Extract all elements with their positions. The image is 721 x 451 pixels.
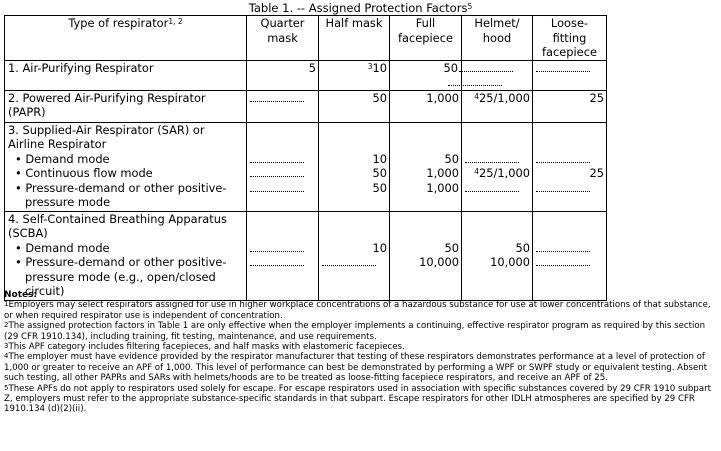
cell-value: 50 10,000 [462,211,533,300]
row-label: 1. Air-Purifying Respirator [5,60,247,90]
cell-value: 50 [390,60,462,90]
cell-value: 10 50 50 [319,122,390,211]
table-row [5,60,607,90]
table-row [5,122,607,211]
cell-value: 50 [319,90,390,122]
apf-table [4,15,607,301]
cell-value: 5 [247,60,319,90]
dots-placeholder [465,182,519,192]
dots-placeholder [536,153,590,163]
cell-value: 10 [319,211,390,300]
row-label: 2. Powered Air-Purifying Respirator (PAPR) [5,90,247,122]
cell-value: 1,000 [390,90,462,122]
header-full-facepiece: Full facepiece [390,16,462,61]
dots-placeholder [536,242,590,252]
dots-placeholder [465,153,519,163]
header-type: Type of respirator$^{1, 2}$ [5,16,247,61]
cell-empty [533,211,607,300]
header-helmet-hood: Helmet/ hood [462,16,533,61]
dots-placeholder [536,256,590,266]
title-footnote-ref: 5 [467,2,473,11]
dots-placeholder [250,167,304,177]
footnote: $^4$The employer must have evidence provided by the respirator manufacturer that testing of these respirators demonstrates performance at a level of protection of 1,000 or greater to receive an APF of 1,000. This level of performance can best be demonstrated by performing a WPF or SWPF study or equivalent testing. Absent such testing, all other PAPRs and SARs with helmets/hoods are to be treated as loose-fitting facepiece respirators, and receive an APF of 25. [4,352,708,384]
cell-value: $^3$10 [319,60,390,90]
footnote: $^5$These APFs do not apply to respirators used solely for escape. For escape respirators used in association with specific substances covered by 29 CFR 1910 subpart Z, employers must refer to the appropriate substance-specific standards in that subpart. Escape respirators for other IDLH atmospheres are specified by 29 CFR 1910.134 (d)(2)(ii). [4,383,712,415]
header-quarter-mask: Quarter mask [247,16,319,61]
cell-empty [533,60,607,90]
table-row [5,90,607,122]
dots-placeholder [250,256,304,266]
dots-placeholder [250,153,304,163]
dots-placeholder [536,62,590,72]
cell-value: $^4$25/1,000 [462,90,533,122]
cell-empty [247,90,319,122]
cell-empty [247,122,319,211]
cell-value: 25 [533,122,607,211]
footnote: $^3$This APF category includes filtering facepieces, and half masks with elastomeric facepieces. [4,342,405,353]
header-loose-fitting: Loose-fitting facepiece [533,16,607,61]
dots-placeholder [250,92,304,102]
cell-value: 50 1,000 1,000 [390,122,462,211]
notes-heading: Notes: [4,290,38,300]
row-label: 4. Self-Contained Breathing Apparatus (SCBA) • Demand mode • Pressure-demand or other positive-pressure mode (e.g., open/closed circuit) [5,211,247,300]
header-row [5,16,607,61]
cell-value: 50 10,000 [390,211,462,300]
dots-placeholder [322,256,376,266]
row-label: 3. Supplied-Air Respirator (SAR) or Airline Respirator • Demand mode • Continuous flow mode • Pressure-demand or other positive-pressure mode [5,122,247,211]
cell-value: $^4$25/1,000 [462,122,533,211]
footnote: $^1$Employers may select respirators assigned for use in higher workplace concentrations of a hazardous substance for use at lower concentrations of that substance, or when required respirator use is independent of concentration. [4,300,711,321]
dots-placeholder [459,62,513,72]
header-half-mask: Half mask [319,16,390,61]
table-row [5,211,607,300]
cell-value: 25 [533,90,607,122]
footnote: $^2$The assigned protection factors in Table 1 are only effective when the employer implements a continuing, effective respirator program as required by this section (29 CFR 1910.134), including training, fit testing, maintenance, and use requirements. [4,321,706,342]
dots-placeholder [448,76,502,86]
cell-empty [247,211,319,300]
table-title: Table 1. -- Assigned Protection Factors$^5$ [248,1,473,15]
notes-section [4,290,720,415]
dots-placeholder [250,242,304,252]
dots-placeholder [250,182,304,192]
dots-placeholder [536,182,590,192]
